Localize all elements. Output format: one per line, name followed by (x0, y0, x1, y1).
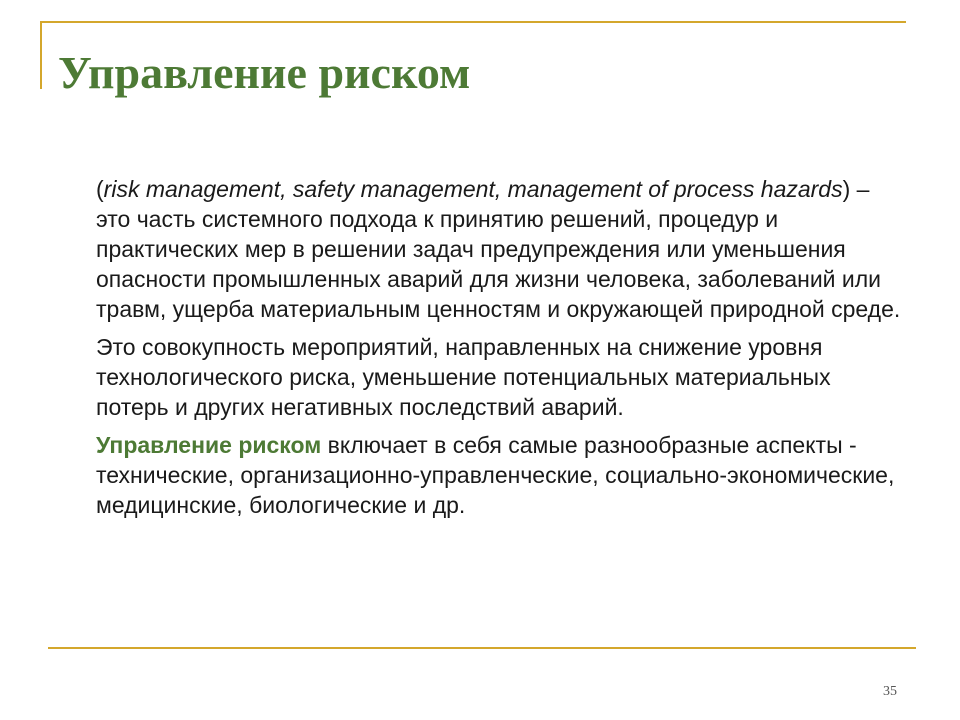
slide-title: Управление риском (58, 47, 471, 98)
paragraph-aspects (96, 430, 906, 520)
top-horizontal-rule (40, 21, 906, 23)
top-left-vertical-rule (40, 21, 42, 89)
paragraph-definition (96, 174, 906, 324)
aspects-text: включает в себя самые разнообразные аспекты - технические, организационно-управленческие, социально-экономические, медицинские, биологические и др. (96, 432, 895, 518)
paragraph-measures (96, 332, 906, 422)
bottom-horizontal-rule (48, 647, 916, 649)
english-terms: risk management, safety management, management of process hazards (103, 176, 843, 202)
measures-text: Это совокупность мероприятий, направленных на снижение уровня технологического риска, уменьшение потенциальных материальных потерь и других негативных последствий аварий. (96, 334, 831, 420)
page-number: 35 (883, 684, 897, 699)
slide-body (96, 174, 906, 528)
open-paren: ( (96, 176, 104, 202)
highlight-term: Управление риском (96, 432, 322, 458)
definition-text: ) – это часть системного подхода к принятию решений, процедур и практических мер в решении задач предупреждения или уменьшения опасности промышленных аварий для жизни человека, заболеваний или травм, ущерба материальным ценностям и окружающей природной среде. (96, 176, 901, 322)
